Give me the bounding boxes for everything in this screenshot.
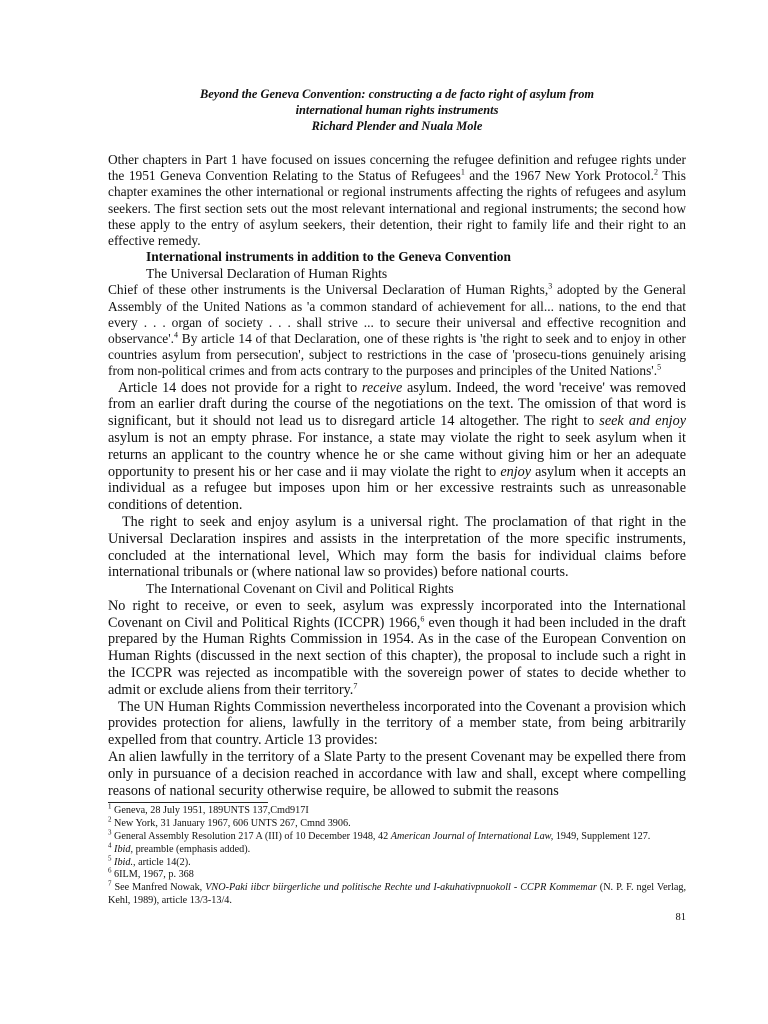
article13-quote: An alien lawfully in the territory of a Slate Party to the present Covenant may be expelled there from only in pursuance of a decision reached in accordance with law and shall, except where compelling reasons of national security otherwise require, be allowed to submit the reasons <box>108 748 686 799</box>
chapter-title <box>108 86 686 134</box>
article14-paragraph: Article 14 does not provide for a right to receive asylum. Indeed, the word 'receive' was removed from an earlier draft during the course of the negotiations on the text. The omission of that word is significant, but it should not lead us to disregard article 14 altogether. The right to seek and enjoy asylum is not an empty phrase. For instance, a state may violate the right to seek asylum when it returns an applicant to the country whence he or she came without giving him or her an adequate opportunity to present his or her case and ii may violate the right to enjoy asylum when it accepts an individual as a refugee but imposes upon him or her excessive restraints such as unreasonable conditions of detention. <box>108 379 687 514</box>
footnote-ref-3[interactable]: 3 <box>548 281 553 291</box>
authors: Richard Plender and Nuala Mole <box>311 119 483 133</box>
subheading-iccpr: The International Covenant on Civil and Political Rights <box>146 581 454 597</box>
document-page <box>108 86 686 924</box>
footnote-6: $^6$ 6ILM, 1967, p. 368 <box>108 866 194 881</box>
footnote-2: $^2$ New York, 31 January 1967, 606 UNTS 267, Cmnd 3906. <box>108 815 351 830</box>
title-line-1: Beyond the Geneva Convention: constructing a de facto right of asylum from <box>199 87 595 101</box>
footnote-3: $^3$ General Assembly Resolution 217 A (III) of 10 December 1948, 42 American Journal of International Law, 1949, Supplement 127. <box>108 828 651 842</box>
footnote-ref-4[interactable]: 4 <box>174 330 178 340</box>
title-line-2: international human rights instruments <box>295 103 499 117</box>
footnote-4: $^4$ Ibid, preamble (emphasis added). <box>108 841 251 855</box>
footnote-7: $^7$ See Manfred Nowak, VNO-Paki iibcr biirgerliche und politische Rechte und I-akuhativpnuokoll - CCPR Kommemar (N. P. F. ngel Verlag, Kehl, 1989), article 13/3-13/4. <box>108 879 686 906</box>
intro-paragraph: Other chapters in Part 1 have focused on issues concerning the refugee definition and refugee rights under the 1951 Geneva Convention Relating to the Status of Refugees$^1$ and the 1967 New York Protocol.$^2$ This chapter examines the other international or regional instruments affecting the rights of refugees and asylum seekers. The first section sets out the most relevant international and regional instruments; the second how these apply to the entry of asylum seekers, their detention, their right to family life and their right to an effective remedy. <box>108 152 686 249</box>
footnote-1: $^1$ Geneva, 28 July 1951, 189UNTS 137,Cmd917I <box>108 802 309 817</box>
subheading-udhr: The Universal Declaration of Human Rights <box>146 265 388 281</box>
section-heading: International instruments in addition to the Geneva Convention <box>146 249 511 265</box>
footnote-ref-2[interactable]: 2 <box>653 167 658 177</box>
footnote-ref-6[interactable]: 6 <box>420 613 425 623</box>
iccpr-paragraph: No right to receive, or even to seek, asylum was expressly incorporated into the International Covenant on Civil and Political Rights (ICCPR) 1966,$^6$ even though it had been included in the draft prepared by the Human Rights Commission in 1954. As in the case of the European Convention on Human Rights (discussed in the next section of this chapter), the proposal to include such a right in the ICCPR was rejected as incompatible with the sovereign power of states to decide whether to admit or exclude aliens from their territory.$^7$ <box>108 597 686 698</box>
footnote-ref-5[interactable]: 5 <box>657 362 662 372</box>
page-number: 81 <box>675 911 686 923</box>
footnote-separator <box>108 802 268 803</box>
unhrc-paragraph: The UN Human Rights Commission nevertheless incorporated into the Covenant a provision which provides protection for aliens, lawfully in the territory of a member state, from being arbitrarily expelled from that country. Article 13 provides: <box>108 698 686 749</box>
footnotes <box>108 802 686 907</box>
footnote-ref-1[interactable]: 1 <box>460 167 465 177</box>
footnote-5: $^5$ Ibid., article 14(2). <box>108 854 191 868</box>
footnote-ref-7[interactable]: 7 <box>353 681 358 691</box>
udhr-paragraph: Chief of these other instruments is the Universal Declaration of Human Rights,$^3$ adopted by the General Assembly of the United Nations as 'a common standard of achievement for all... nations, to the end that every . . . organ of society . . . shall strive ... to secure their universal and effective recognition and observance'.$^4$ By article 14 of that Declaration, one of these rights is 'the right to seek and to enjoy in other countries asylum from persecution', subject to restrictions in the case of 'prosecu-tions genuinely arising from non-political crimes and from acts contrary to the purposes and principles of the United Nations'.$^5$ <box>108 281 686 379</box>
universal-right-paragraph: The right to seek and enjoy asylum is a universal right. The proclamation of that right in the Universal Declaration inspires and assists in the interpretation of the more specific instruments, concluded at the international level, Which may form the basis for individual claims before international tribunals or (where national law so provides) before national courts. <box>108 514 686 581</box>
